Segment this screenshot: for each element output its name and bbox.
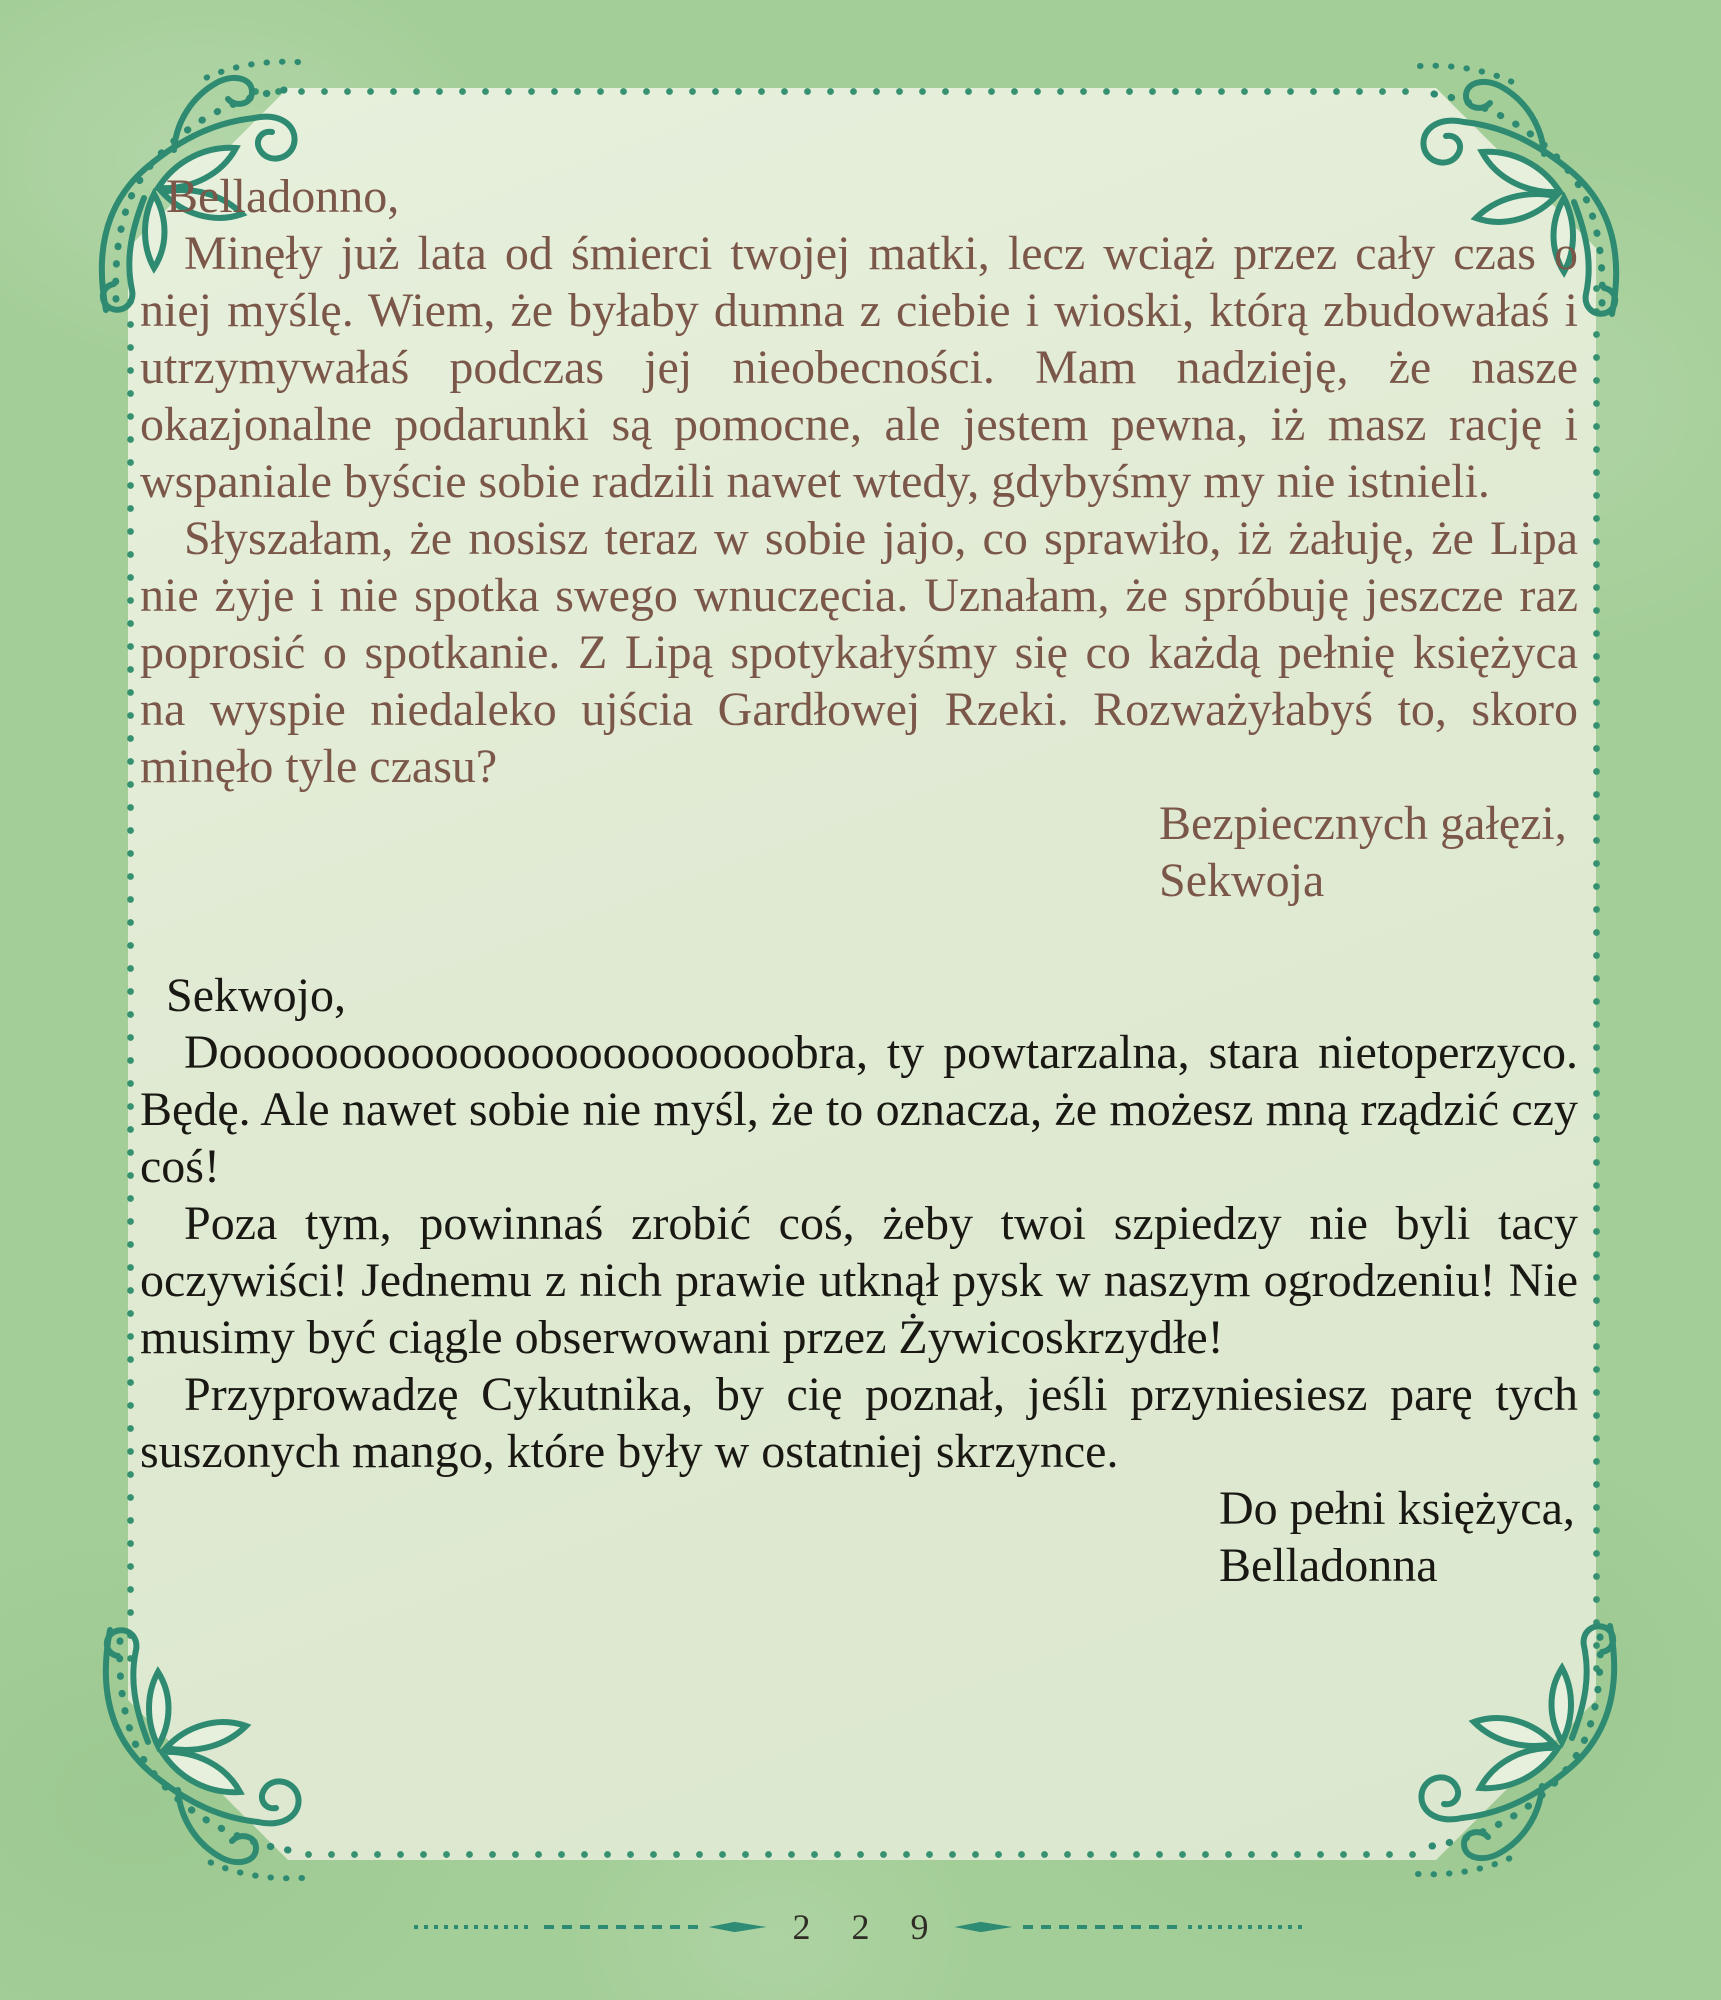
footer-rule bbox=[414, 1925, 534, 1929]
letter-paragraph: Poza tym, powinnaś zrobić coś, żeby twoi szpiedzy nie byli tacy oczywiści! Jednemu z nich prawie utknął pysk w naszym ogrodzeniu! Nie musimy być ciągle obserwowani przez Żywicoskrzydłe! bbox=[140, 1197, 1578, 1364]
signoff-line: Do pełni księżyca, bbox=[1219, 1482, 1575, 1535]
footer-rule bbox=[544, 1925, 699, 1929]
dotted-border-left bbox=[127, 298, 134, 1673]
letter-paragraph: Doooooooooooooooooooooooobra, ty powtarzalna, stara nietoperzyco. Będę. Ale nawet sobie nie myśl, że to oznacza, że możesz mną rządzić czy coś! bbox=[140, 1026, 1578, 1193]
letter-paragraph: Przyprowadzę Cykutnika, by cię poznał, jeśli przyniesiesz parę tych suszonych mango, które były w ostatniej skrzynce. bbox=[140, 1368, 1578, 1478]
footer-rule bbox=[1188, 1925, 1308, 1929]
letter-paragraph: Minęły już lata od śmierci twojej matki, lecz wciąż przez cały czas o niej myślę. Wiem, że byłaby dumna z ciebie i wioski, którą zbudowałaś i utrzymywałaś podczas jej nieobecności. Mam nadzieję, że nasze okazjonalne podarunki są pomocne, ale jestem pewna, iż masz rację i wspaniale byście sobie radzili nawet wtedy, gdybyśmy my nie istnieli. bbox=[140, 227, 1578, 508]
corner-flourish-icon bbox=[1390, 1618, 1670, 1898]
corner-flourish-icon bbox=[50, 1622, 330, 1902]
signoff-signature: Sekwoja bbox=[1159, 854, 1325, 907]
arrow-dart-icon bbox=[955, 1919, 1013, 1935]
letter-salutation: Belladonno, bbox=[166, 170, 400, 223]
dotted-border-top bbox=[252, 88, 1417, 95]
footer-rule bbox=[1023, 1925, 1178, 1929]
dotted-border-bottom bbox=[305, 1851, 1420, 1858]
page-footer bbox=[0, 1902, 1721, 1952]
signoff-line: Bezpiecznych gałęzi, bbox=[1159, 797, 1567, 850]
letter-from-sekwoja bbox=[140, 168, 1578, 909]
letter-paragraph: Słyszałam, że nosisz teraz w sobie jajo, co sprawiło, iż żałuję, że Lipa nie żyje i nie spotka swego wnuczęcia. Uznałam, że spróbuję jeszcze raz poprosić o spotkanie. Z Lipą spotykałyśmy się co każdą pełnię księżyca na wyspie niedaleko ujścia Gardłowej Rzeki. Rozważyłabyś to, skoro minęło tyle czasu? bbox=[140, 512, 1578, 793]
signoff-signature: Belladonna bbox=[1219, 1539, 1438, 1592]
page-number: 2 2 9 bbox=[792, 1907, 945, 1947]
arrow-dart-icon bbox=[709, 1919, 767, 1935]
dotted-border-right bbox=[1593, 285, 1600, 1677]
letter-salutation: Sekwojo, bbox=[166, 969, 346, 1022]
letter-from-belladonna bbox=[140, 967, 1578, 1594]
letters-text-block bbox=[140, 168, 1578, 1594]
